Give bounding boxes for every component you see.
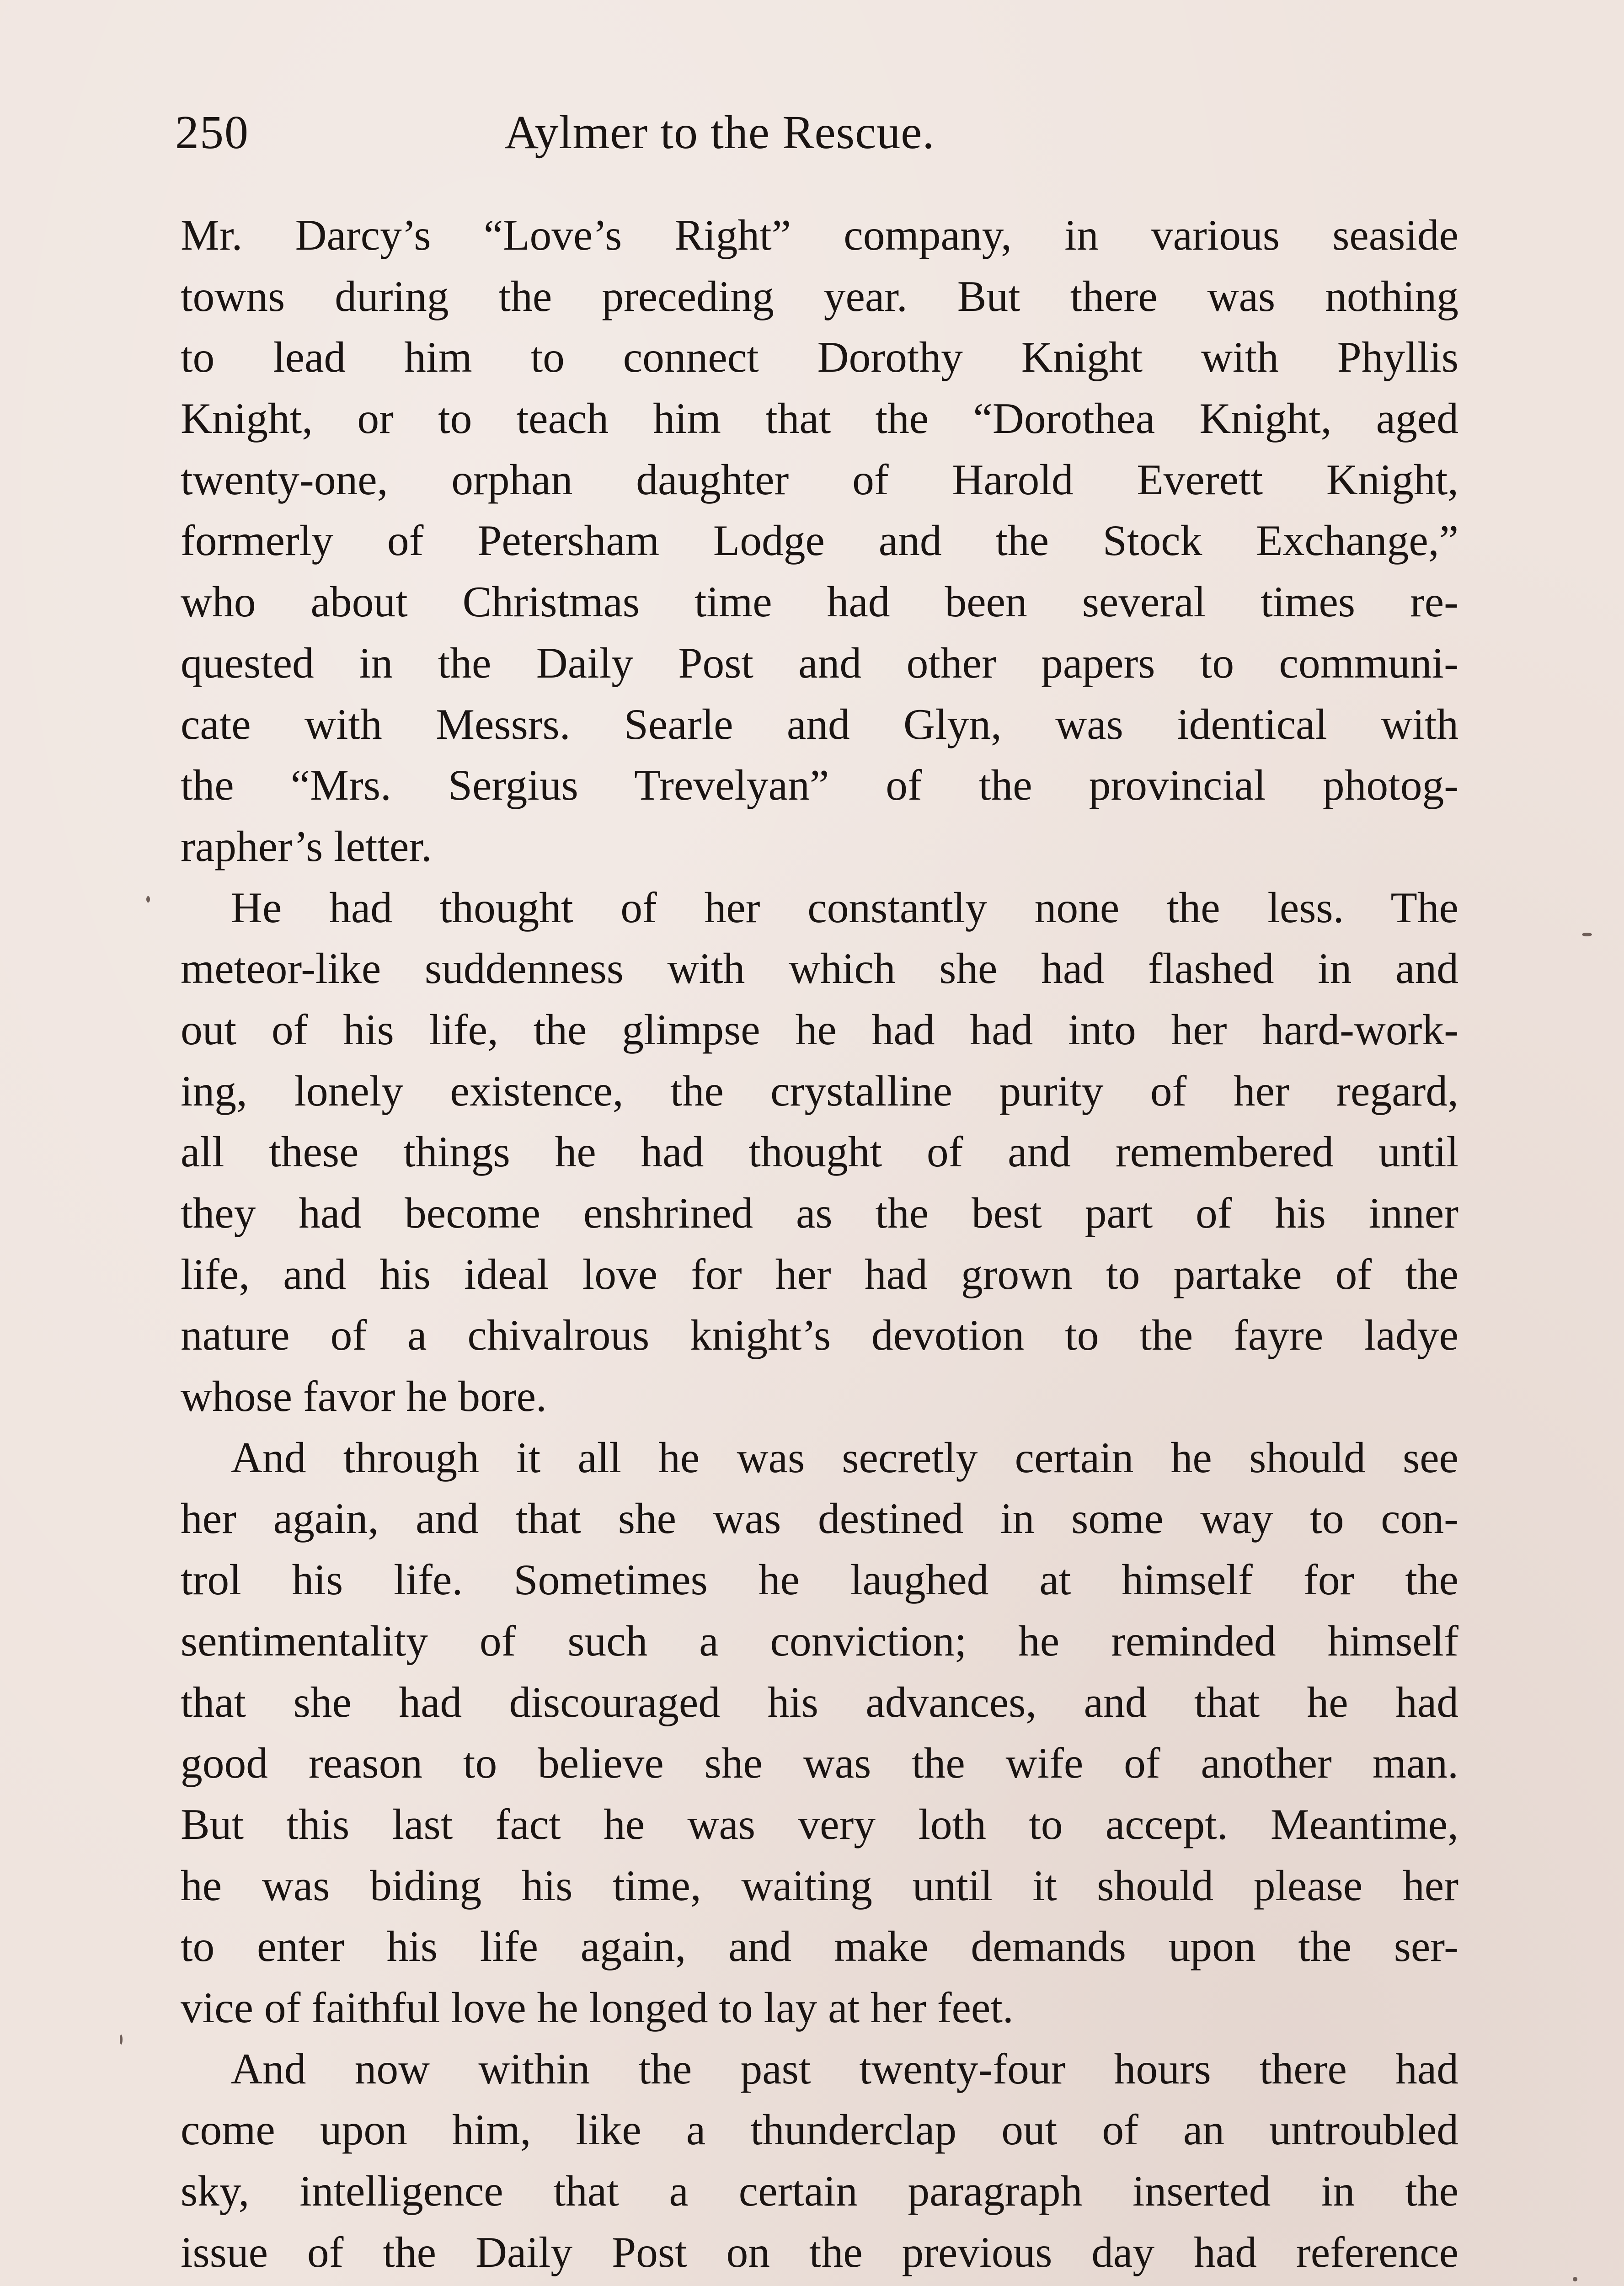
text-line: he was biding his time, waiting until it should please her [181,1861,1458,1910]
text-line: trol his life. Sometimes he laughed at himself for the [181,1555,1458,1604]
text-line: cate with Messrs. Searle and Glyn, was identical with [181,700,1458,748]
text-line: come upon him, like a thunderclap out of an untroubled [181,2105,1458,2154]
text-line: the “Mrs. Sergius Trevelyan” of the provincial photog- [181,761,1458,810]
text-line: sky, intelligence that a certain paragraph inserted in the [181,2167,1458,2215]
paragraph-first-line: And now within the past twenty-four hours there had [231,2044,1458,2093]
text-line: quested in the Daily Post and other papers to communi- [181,638,1458,687]
text-line: ing, lonely existence, the crystalline purity of her regard, [181,1066,1458,1115]
page-number: 250 [175,106,249,159]
text-line: issue of the Daily Post on the previous day had reference [181,2227,1458,2276]
text-line: who about Christmas time had been several times re- [181,577,1458,626]
paper-speck [120,2035,123,2045]
text-line: good reason to believe she was the wife of another man. [181,1739,1458,1788]
paper-speck [1582,933,1592,936]
paper-speck [146,896,150,903]
paper-speck [1573,2277,1577,2281]
text-line: meteor-like suddenness with which she had flashed in and [181,944,1458,993]
text-line: to lead him to connect Dorothy Knight with Phyllis [181,333,1458,382]
text-line: nature of a chivalrous knight’s devotion to the fayre ladye [181,1311,1458,1360]
body-text [181,205,1458,2286]
text-line: sentimentality of such a conviction; he reminded himself [181,1616,1458,1665]
text-line: Mr. Darcy’s “Love’s Right” company, in various seaside [181,211,1458,259]
text-line: that she had discouraged his advances, and that he had [181,1677,1458,1726]
paragraph-first-line: He had thought of her constantly none the less. The [231,883,1458,932]
text-line: to enter his life again, and make demands upon the ser- [181,1922,1458,1971]
text-line: they had become enshrined as the best part of his inner [181,1189,1458,1237]
text-line [181,2283,1458,2286]
text-line: whose favor he bore. [181,1372,547,1421]
text-line: rapher’s letter. [181,822,432,871]
text-line: out of his life, the glimpse he had had into her hard-work- [181,1005,1458,1054]
text-line: all these things he had thought of and remembered until [181,1127,1458,1176]
text-line: But this last fact he was very loth to accept. Meantime, [181,1800,1458,1848]
text-line: Knight, or to teach him that the “Dorothea Knight, aged [181,394,1458,443]
text-line: twenty-one, orphan daughter of Harold Everett Knight, [181,455,1458,504]
text-line: vice of faithful love he longed to lay at her feet. [181,1983,1014,2032]
text-line: her again, and that she was destined in some way to con- [181,1494,1458,1543]
text-line: life, and his ideal love for her had grown to partake of the [181,1250,1458,1298]
running-title: Aylmer to the Rescue. [504,106,935,159]
text-line: formerly of Petersham Lodge and the Stock Exchange,” [181,516,1458,565]
running-head [175,98,1464,167]
text-line: towns during the preceding year. But there was nothing [181,272,1458,320]
paragraph-first-line: And through it all he was secretly certain he should see [231,1433,1458,1482]
